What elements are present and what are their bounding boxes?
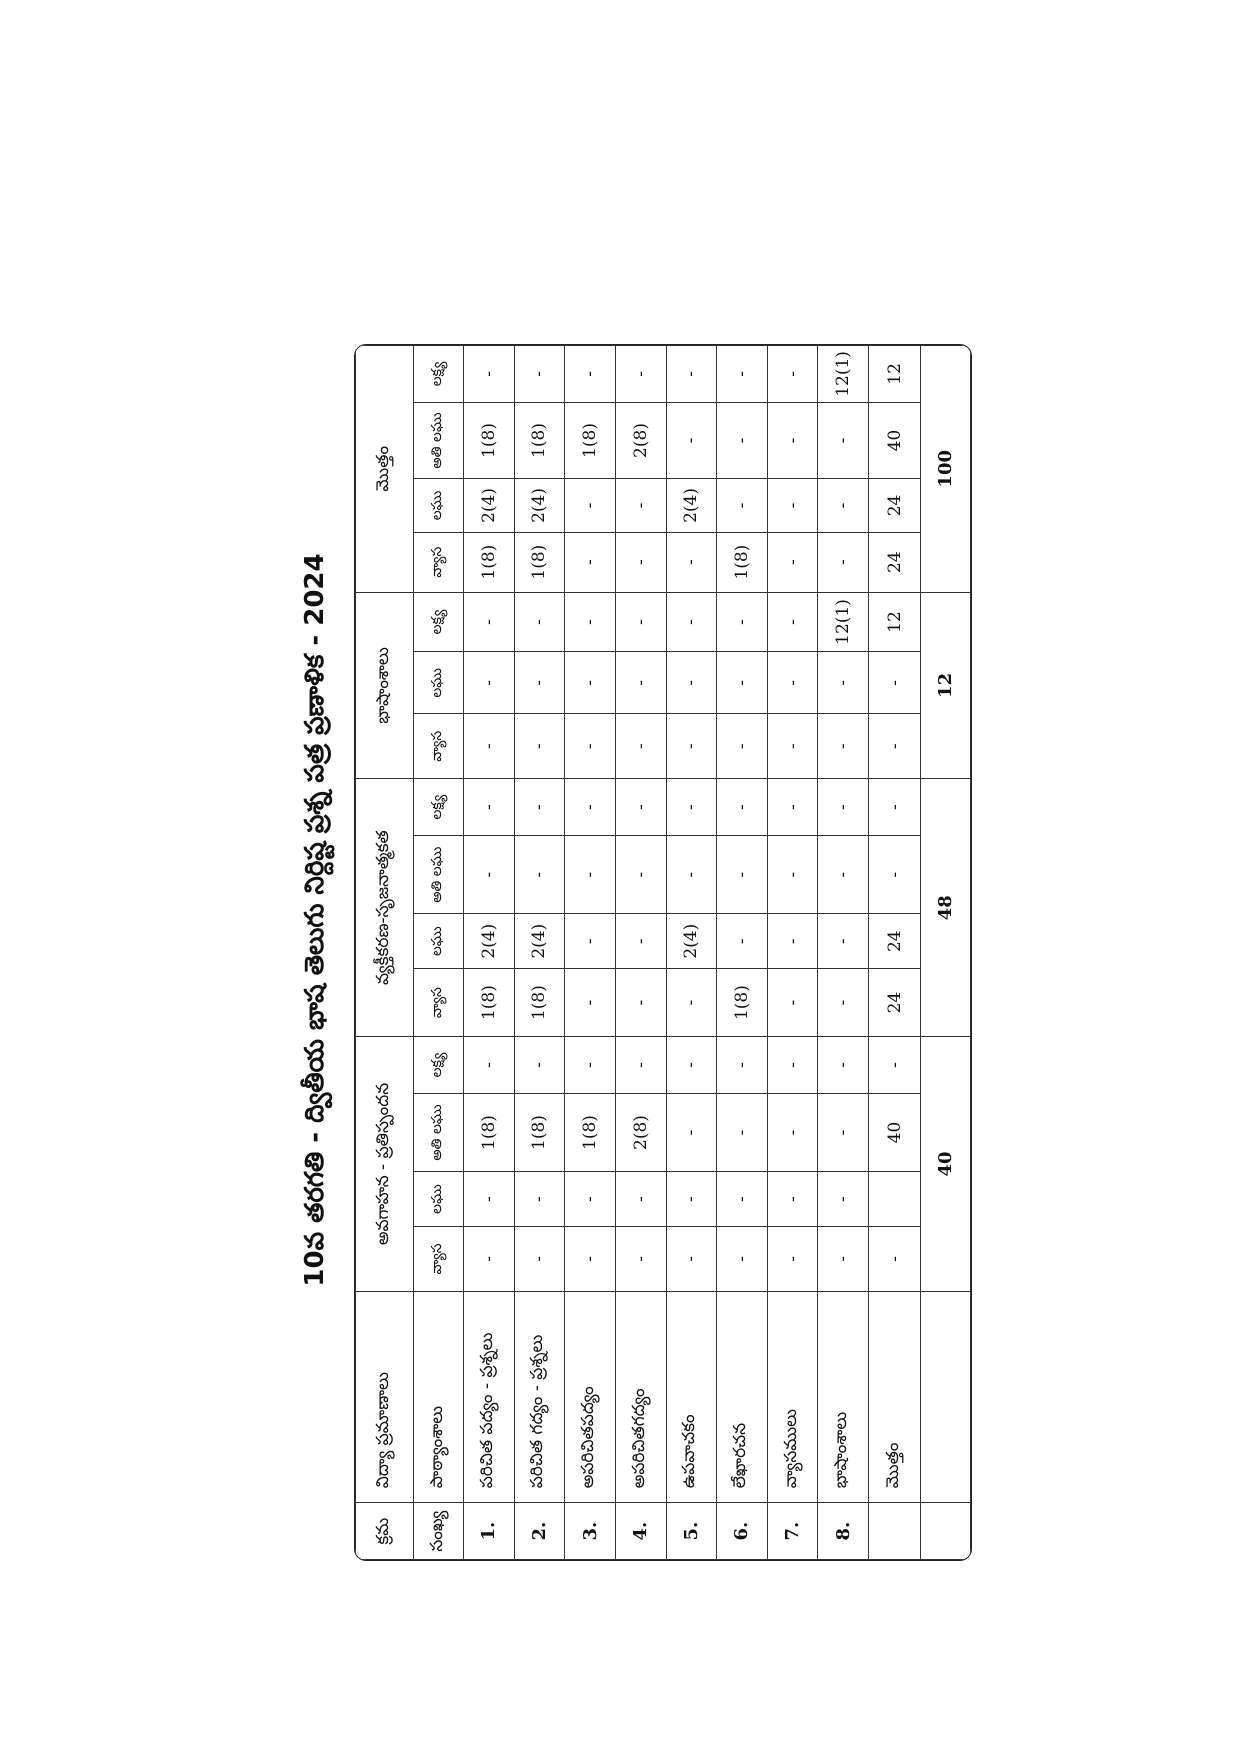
sub-header-very-short: అతి లఘు: [414, 836, 464, 914]
table-cell: -: [666, 836, 717, 914]
table-cell: 1(8): [717, 532, 768, 592]
table-row: [514, 346, 565, 1560]
table-cell: -: [615, 346, 666, 403]
table-cell: -: [717, 1037, 768, 1094]
table-cell: -: [818, 1037, 869, 1094]
totals-cell: -: [869, 779, 921, 836]
row-topic: అపరిచితపద్యం: [565, 1291, 616, 1502]
sub-header-short: లఘు: [414, 652, 464, 714]
table-cell: -: [666, 1226, 717, 1291]
totals-cell: [869, 1172, 921, 1227]
totals-cell: -: [869, 714, 921, 779]
grand-total-language: 12: [921, 592, 971, 779]
table-cell: -: [818, 652, 869, 714]
table-cell: -: [666, 346, 717, 403]
table-cell: -: [565, 592, 616, 652]
table-cell: -: [767, 1037, 818, 1094]
sub-header-essay: వ్యాస: [414, 1226, 464, 1291]
table-cell: -: [514, 592, 565, 652]
table-cell: 1(8): [464, 969, 515, 1037]
row-topic: లేఖారచన: [717, 1291, 768, 1502]
table-cell: 1(8): [514, 1093, 565, 1171]
table-cell: -: [717, 402, 768, 478]
table-cell: -: [666, 714, 717, 779]
table-cell: -: [464, 714, 515, 779]
table-cell: -: [615, 652, 666, 714]
table-cell: -: [717, 346, 768, 403]
table-cell: -: [818, 532, 869, 592]
table-cell: -: [565, 969, 616, 1037]
table-cell: -: [666, 1093, 717, 1171]
row-serial-number: 3.: [565, 1503, 616, 1560]
sub-header-essay: వ్యాస: [414, 969, 464, 1037]
table-cell: -: [464, 1226, 515, 1291]
table-cell: -: [464, 592, 515, 652]
table-cell: -: [818, 914, 869, 969]
table-row: [717, 346, 768, 1560]
table-cell: -: [615, 714, 666, 779]
table-cell: -: [818, 479, 869, 533]
totals-cell: -: [869, 652, 921, 714]
grand-empty-cell: [921, 1291, 971, 1502]
table-cell: -: [615, 779, 666, 836]
table-cell: 1(8): [464, 532, 515, 592]
table-cell: -: [565, 779, 616, 836]
table-cell: -: [615, 1172, 666, 1227]
totals-cell: 24: [869, 969, 921, 1037]
group-header-expression: వ్యక్తీకరణ-సృజనాత్మకత: [356, 779, 414, 1037]
table-cell: 1(8): [514, 969, 565, 1037]
table-cell: -: [717, 714, 768, 779]
table-row: [464, 346, 515, 1560]
table-cell: -: [818, 969, 869, 1037]
row-serial-number: 5.: [666, 1503, 717, 1560]
table-cell: -: [666, 1037, 717, 1094]
table-cell: -: [666, 969, 717, 1037]
table-cell: 1(8): [514, 532, 565, 592]
table-cell: -: [615, 592, 666, 652]
totals-cell: 24: [869, 532, 921, 592]
grand-totals-row: [921, 346, 971, 1560]
table-cell: -: [717, 479, 768, 533]
table-cell: -: [767, 1093, 818, 1171]
totals-cell: 24: [869, 914, 921, 969]
table-cell: -: [717, 836, 768, 914]
row-serial-number: 1.: [464, 1503, 515, 1560]
table-cell: -: [565, 532, 616, 592]
table-cell: -: [565, 714, 616, 779]
row-serial-number: 4.: [615, 1503, 666, 1560]
table-cell: 2(4): [666, 479, 717, 533]
table-cell: 1(8): [565, 1093, 616, 1171]
grand-total-comprehension: 40: [921, 1037, 971, 1292]
table-cell: -: [717, 1093, 768, 1171]
table-cell: -: [666, 779, 717, 836]
table-cell: -: [717, 652, 768, 714]
sub-header-essay: వ్యాస: [414, 714, 464, 779]
table-cell: -: [615, 479, 666, 533]
table-cell: -: [767, 592, 818, 652]
table-cell: -: [767, 1172, 818, 1227]
table-row: [818, 346, 869, 1560]
table-cell: -: [818, 402, 869, 478]
table-cell: -: [818, 1226, 869, 1291]
table-cell: -: [464, 836, 515, 914]
table-cell: -: [615, 969, 666, 1037]
table-cell: -: [565, 914, 616, 969]
table-cell: -: [767, 779, 818, 836]
grand-total-expression: 48: [921, 779, 971, 1037]
table-cell: -: [565, 346, 616, 403]
totals-row: [869, 346, 921, 1560]
row-serial-number: 2.: [514, 1503, 565, 1560]
row-topic: పరిచిత గద్యం - ప్రశ్నలు: [514, 1291, 565, 1502]
table-row: [565, 346, 616, 1560]
row-topic: అపరిచితగద్యం: [615, 1291, 666, 1502]
sub-header-short: లఘు: [414, 479, 464, 533]
table-row: [666, 346, 717, 1560]
table-cell: -: [666, 652, 717, 714]
table-row: [767, 346, 818, 1560]
totals-cell: -: [869, 836, 921, 914]
table-cell: -: [565, 1172, 616, 1227]
table-cell: -: [565, 479, 616, 533]
table-cell: -: [767, 652, 818, 714]
table-cell: -: [615, 532, 666, 592]
table-cell: -: [767, 1226, 818, 1291]
totals-cell: 40: [869, 402, 921, 478]
table-cell: -: [767, 346, 818, 403]
table-cell: 2(4): [666, 914, 717, 969]
row-topic: వ్యాసములు: [767, 1291, 818, 1502]
totals-cell: -: [869, 1037, 921, 1094]
table-cell: -: [767, 914, 818, 969]
table-cell: 1(8): [565, 402, 616, 478]
table-cell: -: [514, 779, 565, 836]
sub-header-short: లఘు: [414, 914, 464, 969]
table-cell: -: [818, 714, 869, 779]
table-cell: 2(4): [464, 914, 515, 969]
blueprint-table-wrapper: [354, 344, 972, 1561]
totals-cell: 40: [869, 1093, 921, 1171]
table-cell: -: [717, 779, 768, 836]
sub-header-objective: లక్ష్య: [414, 1037, 464, 1094]
sub-header-objective: లక్ష్య: [414, 346, 464, 403]
sub-header-objective: లక్ష్య: [414, 592, 464, 652]
sub-header-very-short: అతి లఘు: [414, 402, 464, 478]
table-cell: -: [818, 779, 869, 836]
sno-header-line2: సంఖ్య: [414, 1503, 464, 1560]
table-cell: -: [615, 1037, 666, 1094]
group-header-total: మొత్తం: [356, 346, 414, 593]
table-cell: -: [666, 402, 717, 478]
totals-empty-cell: [869, 1503, 921, 1560]
table-cell: 2(8): [615, 1093, 666, 1171]
group-header-language: భాషాంశాలు: [356, 592, 414, 779]
table-cell: -: [514, 1037, 565, 1094]
sub-header-essay: వ్యాస: [414, 532, 464, 592]
table-cell: 1(8): [717, 969, 768, 1037]
table-cell: -: [464, 652, 515, 714]
totals-label: మొత్తం: [869, 1291, 921, 1502]
sub-header-very-short: అతి లఘు: [414, 1093, 464, 1171]
standards-header: విద్యా ప్రమాణాలు: [356, 1291, 414, 1502]
table-cell: -: [514, 836, 565, 914]
table-body: [464, 346, 869, 1560]
totals-cell: -: [869, 1226, 921, 1291]
table-cell: -: [717, 1172, 768, 1227]
table-cell: 2(4): [464, 479, 515, 533]
table-cell: -: [615, 1226, 666, 1291]
totals-cell: 12: [869, 592, 921, 652]
blueprint-table: [355, 345, 971, 1560]
page-title: 10వ తరగతి - ద్వితీయ భాష తెలుగు నిర్దిష్ట ప్రశ్న పత్ర ప్రణాళిక - 2024: [300, 553, 330, 1287]
sno-header-line1: క్రమ: [356, 1503, 414, 1560]
table-cell: -: [717, 1226, 768, 1291]
table-cell: -: [818, 1172, 869, 1227]
table-cell: -: [717, 914, 768, 969]
totals-cell: 24: [869, 479, 921, 533]
table-cell: -: [767, 714, 818, 779]
table-cell: -: [565, 652, 616, 714]
row-topic: భాషాంశాలు: [818, 1291, 869, 1502]
table-cell: -: [565, 1037, 616, 1094]
table-cell: 2(8): [615, 402, 666, 478]
table-cell: -: [717, 592, 768, 652]
sub-header-short: లఘు: [414, 1172, 464, 1227]
grand-total-overall: 100: [921, 346, 971, 593]
table-cell: 2(4): [514, 914, 565, 969]
table-cell: 1(8): [514, 402, 565, 478]
table-cell: 1(8): [464, 402, 515, 478]
table-cell: -: [666, 532, 717, 592]
row-topic: పరిచిత పద్యం - ప్రశ్నలు: [464, 1291, 515, 1502]
row-serial-number: 8.: [818, 1503, 869, 1560]
sub-header-objective: లక్ష్య: [414, 779, 464, 836]
table-cell: -: [615, 836, 666, 914]
table-cell: -: [767, 479, 818, 533]
table-cell: -: [565, 836, 616, 914]
table-cell: -: [464, 779, 515, 836]
table-cell: -: [767, 402, 818, 478]
table-cell: -: [514, 1226, 565, 1291]
grand-empty-cell: [921, 1503, 971, 1560]
table-cell: -: [615, 914, 666, 969]
table-cell: 1(8): [464, 1093, 515, 1171]
row-serial-number: 7.: [767, 1503, 818, 1560]
table-cell: 12(1): [818, 346, 869, 403]
group-header-comprehension: అవగాహన - ప్రతిస్పందన: [356, 1037, 414, 1292]
table-cell: -: [767, 532, 818, 592]
table-cell: -: [464, 1037, 515, 1094]
table-cell: -: [767, 836, 818, 914]
table-cell: -: [666, 1172, 717, 1227]
row-topic: ఉపవాచకం: [666, 1291, 717, 1502]
table-cell: -: [565, 1226, 616, 1291]
table-cell: -: [464, 346, 515, 403]
table-cell: -: [514, 714, 565, 779]
rotated-page: [290, 220, 970, 1620]
table-cell: -: [514, 652, 565, 714]
row-serial-number: 6.: [717, 1503, 768, 1560]
totals-cell: 12: [869, 346, 921, 403]
table-cell: -: [666, 592, 717, 652]
table-cell: -: [818, 836, 869, 914]
table-cell: 2(4): [514, 479, 565, 533]
table-cell: -: [464, 1172, 515, 1227]
table-row: [615, 346, 666, 1560]
lessons-header: పాఠ్యాంశాలు: [414, 1291, 464, 1502]
table-cell: -: [514, 346, 565, 403]
table-cell: 12(1): [818, 592, 869, 652]
table-cell: -: [514, 1172, 565, 1227]
table-cell: -: [767, 969, 818, 1037]
table-cell: -: [818, 1093, 869, 1171]
